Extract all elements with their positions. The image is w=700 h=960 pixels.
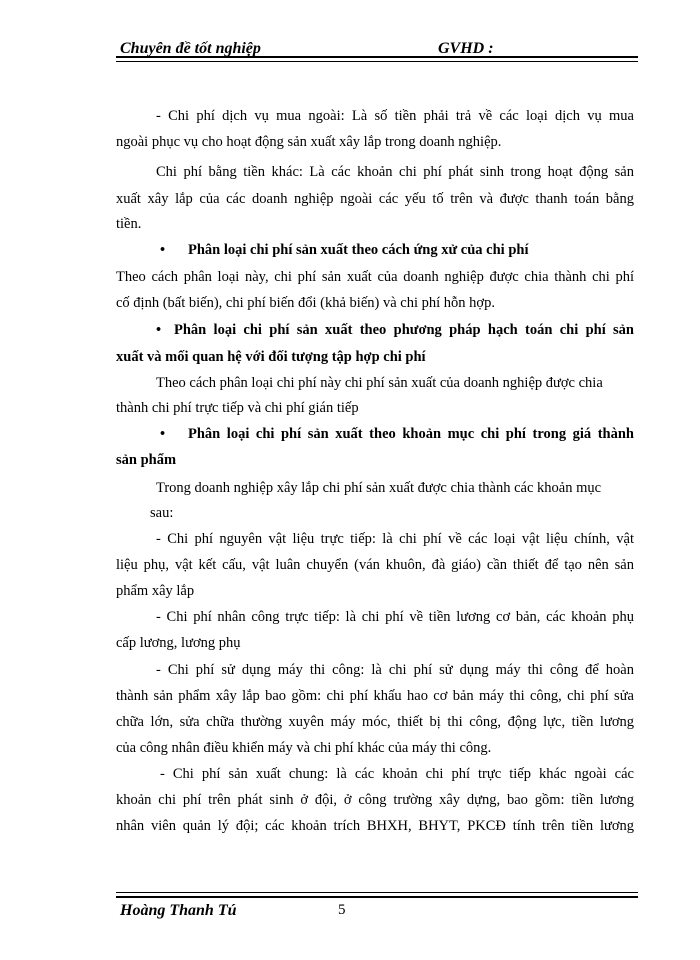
bullet-icon: • — [160, 242, 166, 258]
paragraph-line: cố định (bất biến), chi phí biến đổi (khả biến) và chi phí hỗn hợp. — [116, 295, 495, 311]
paragraph-line: Chi phí bằng tiền khác: Là các khoản chi phí phát sinh trong hoạt động sản — [156, 164, 634, 180]
paragraph-line: Trong doanh nghiệp xây lắp chi phí sản xuất được chia thành các khoản mục — [156, 480, 602, 496]
page-number: 5 — [338, 902, 346, 918]
bullet-icon: • — [160, 426, 166, 442]
bullet-icon: • — [156, 322, 162, 338]
section-heading: Phân loại chi phí sản xuất theo khoản mục chi phí trong giá thành — [188, 426, 634, 442]
paragraph-line: thành sản phẩm xây lắp bao gồm: chi phí khấu hao cơ bản máy thi công, chi phí sửa — [116, 688, 634, 704]
paragraph-line: phẩm xây lắp — [116, 583, 195, 599]
header-rule — [116, 56, 638, 62]
paragraph-line: thành chi phí trực tiếp và chi phí gián tiếp — [116, 400, 359, 416]
section-heading: sản phẩm — [116, 452, 177, 468]
paragraph-line: ngoài phục vụ cho hoạt động sản xuất xây lắp trong doanh nghiệp. — [116, 134, 502, 150]
paragraph-line: liệu phụ, vật kết cấu, vật luân chuyển (ván khuôn, đà giáo) cần thiết để tạo nên sản — [116, 557, 634, 573]
paragraph-line: cấp lương, lương phụ — [116, 635, 241, 651]
footer-rule — [116, 892, 638, 898]
paragraph-line: sau: — [150, 505, 174, 521]
paragraph-line: chữa lớn, sửa chữa thường xuyên máy móc, thiết bị thi công, động lực, tiền lương — [116, 714, 634, 730]
paragraph-line: - Chi phí sản xuất chung: là các khoản chi phí trực tiếp khác ngoài các — [160, 766, 634, 782]
section-heading: Phân loại chi phí sản xuất theo cách ứng xử của chi phí — [188, 242, 529, 258]
paragraph-line: nhân viên quản lý đội; các khoản trích BHXH, BHYT, PKCĐ tính trên tiền lương — [116, 818, 634, 834]
paragraph-line: Theo cách phân loại này, chi phí sản xuất của doanh nghiệp được chia thành chi phí — [116, 269, 634, 285]
header-advisor: GVHD : — [438, 40, 494, 57]
page-footer — [116, 892, 638, 922]
paragraph-line: - Chi phí dịch vụ mua ngoài: Là số tiền phải trả về các loại dịch vụ mua — [156, 108, 634, 124]
paragraph-line: của công nhân điều khiển máy và chi phí khác của máy thi công. — [116, 740, 492, 756]
paragraph-line: - Chi phí nguyên vật liệu trực tiếp: là chi phí về các loại vật liệu chính, vật — [156, 531, 634, 547]
paragraph-line: - Chi phí nhân công trực tiếp: là chi phí về tiền lương cơ bản, các khoản phụ — [156, 609, 634, 625]
paragraph-line: - Chi phí sử dụng máy thi công: là chi phí sử dụng máy thi công để hoàn — [156, 662, 634, 678]
section-heading: xuất và mối quan hệ với đối tượng tập hợp chi phí — [116, 349, 426, 365]
header-title: Chuyên đề tốt nghiệp — [120, 40, 261, 57]
paragraph-line: Theo cách phân loại chi phí này chi phí sản xuất của doanh nghiệp được chia — [156, 375, 603, 391]
paragraph-line: xuất xây lắp của các doanh nghiệp ngoài các yếu tố trên và được thanh toán bằng — [116, 191, 634, 207]
paragraph-line: khoản chi phí trên phát sinh ở đội, ở công trường xây dựng, bao gồm: tiền lương — [116, 792, 634, 808]
page-header — [116, 38, 638, 62]
footer-author: Hoàng Thanh Tú — [120, 902, 237, 919]
paragraph-line: tiền. — [116, 216, 142, 232]
section-heading: Phân loại chi phí sản xuất theo phương pháp hạch toán chi phí sản — [174, 322, 634, 338]
